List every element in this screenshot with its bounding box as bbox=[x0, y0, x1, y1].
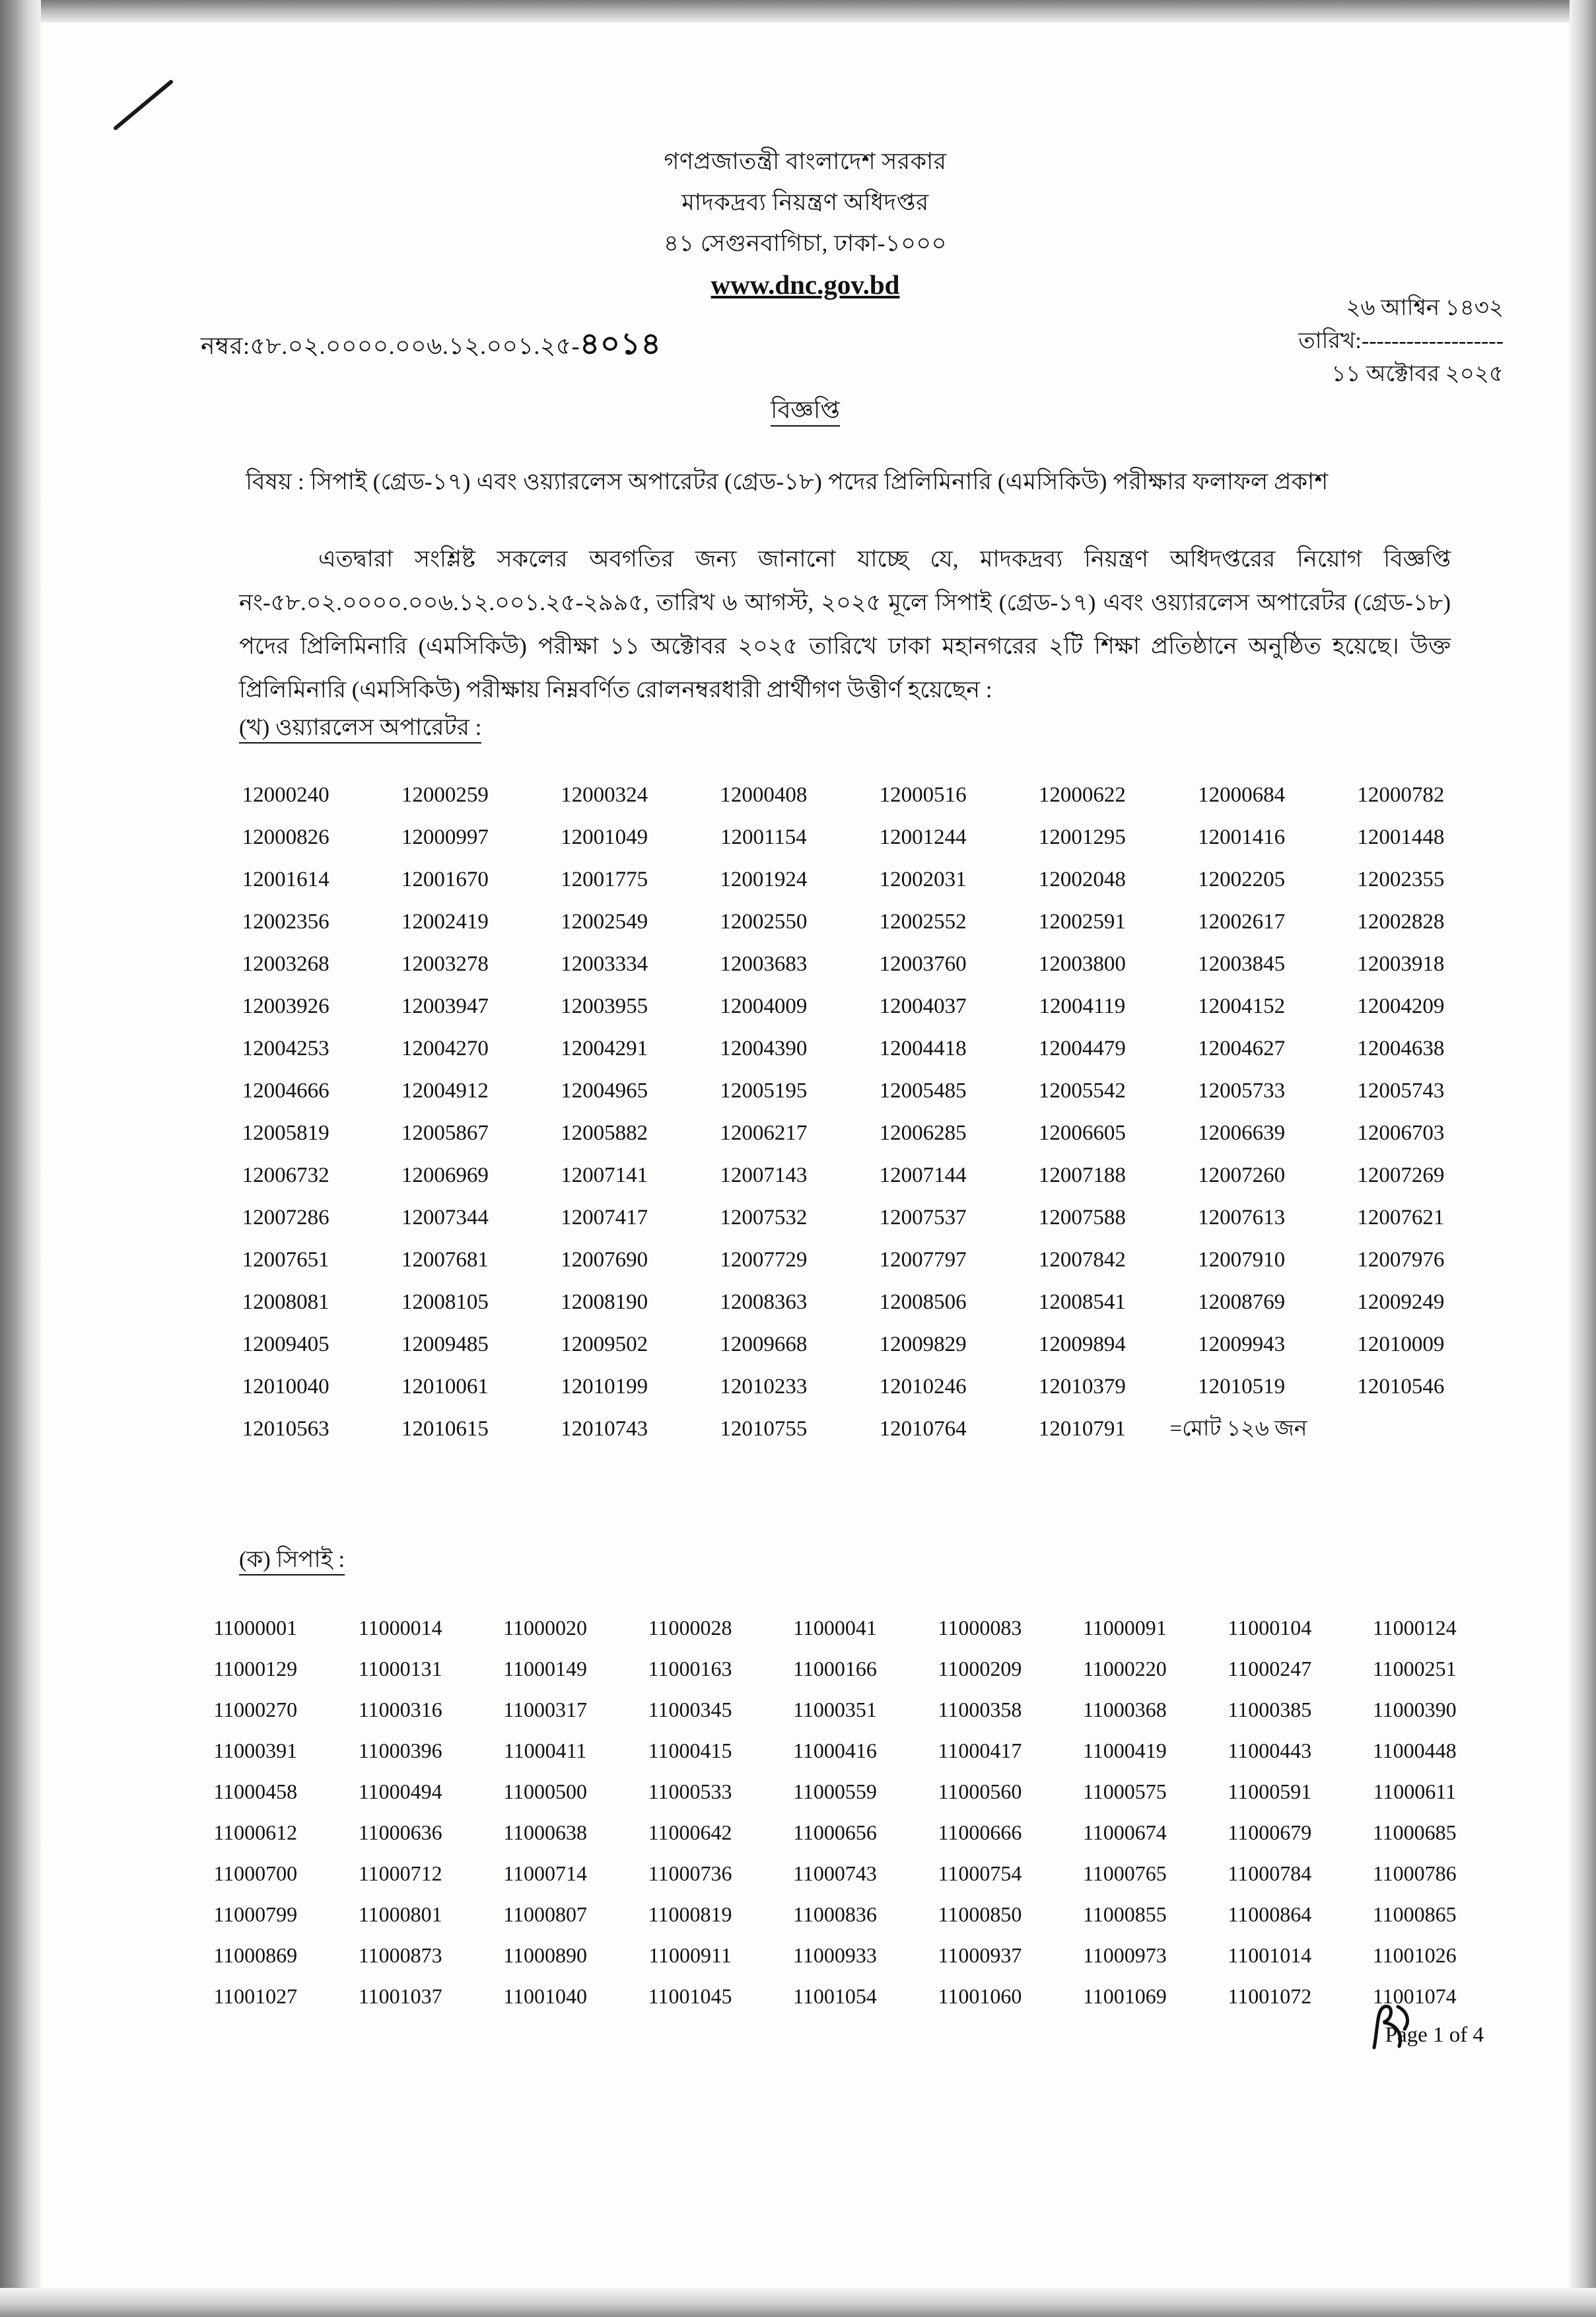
roll-number: 11000124 bbox=[1372, 1616, 1457, 1640]
roll-number: 12003947 bbox=[401, 994, 489, 1018]
roll-number: 11000533 bbox=[648, 1780, 732, 1803]
memo-number bbox=[201, 321, 662, 371]
roll-number: 11000819 bbox=[648, 1902, 732, 1926]
roll-number: 12007651 bbox=[242, 1248, 330, 1272]
date-block bbox=[1298, 292, 1504, 391]
roll-number: 12006703 bbox=[1357, 1121, 1445, 1145]
roll-number: 12002550 bbox=[720, 910, 808, 934]
sepoy-roll-list bbox=[183, 1607, 1487, 2017]
roll-number: 12000240 bbox=[242, 783, 330, 807]
roll-number: 11000865 bbox=[1372, 1902, 1457, 1926]
roll-number: 12001614 bbox=[242, 868, 330, 891]
roll-number: 11000636 bbox=[358, 1820, 442, 1844]
roll-number: 12009502 bbox=[561, 1332, 648, 1356]
roll-number: 11000345 bbox=[648, 1698, 732, 1721]
wireless-roll-list bbox=[206, 774, 1480, 1450]
roll-number: 12004912 bbox=[401, 1079, 489, 1103]
roll-number: 12006732 bbox=[242, 1163, 330, 1187]
roll-number: 12010791 bbox=[1038, 1417, 1126, 1441]
roll-number: 12004965 bbox=[561, 1079, 648, 1103]
roll-number: 11000911 bbox=[648, 1943, 732, 1967]
roll-number: 11000209 bbox=[938, 1657, 1022, 1680]
roll-number: 12008363 bbox=[720, 1290, 808, 1314]
roll-number: 12009405 bbox=[242, 1332, 330, 1356]
roll-number: 12005485 bbox=[879, 1079, 967, 1103]
roll-number: 12007690 bbox=[561, 1248, 648, 1272]
roll-number: 12003918 bbox=[1357, 952, 1445, 976]
roll-number: 12008506 bbox=[879, 1290, 967, 1314]
roll-number: 12001924 bbox=[720, 868, 808, 891]
roll-number: 11000316 bbox=[358, 1698, 442, 1721]
roll-number: 11001026 bbox=[1372, 1943, 1457, 1967]
roll-number: 12003926 bbox=[242, 994, 330, 1018]
roll-number: 11000247 bbox=[1228, 1657, 1312, 1680]
roll-number: 11001074 bbox=[1372, 1984, 1457, 2008]
roll-number: 12002205 bbox=[1198, 868, 1286, 891]
roll-number: 12000782 bbox=[1357, 783, 1445, 807]
roll-number: 12001154 bbox=[720, 825, 807, 849]
govt-name: গণপ্রজাতন্ত্রী বাংলাদেশ সরকার bbox=[664, 149, 947, 174]
date-label: তারিখ:------------------- bbox=[1298, 329, 1504, 353]
roll-number: 12007417 bbox=[561, 1206, 648, 1229]
roll-number: 12000826 bbox=[242, 825, 330, 849]
memo-label: নম্বর: bbox=[201, 333, 250, 359]
roll-number: 12007143 bbox=[720, 1163, 808, 1187]
total-count-label: =মোট ১২৬ জন bbox=[1169, 1417, 1307, 1441]
roll-number: 11000149 bbox=[503, 1657, 587, 1680]
roll-number: 11000736 bbox=[648, 1861, 732, 1885]
roll-number: 12003268 bbox=[242, 952, 330, 976]
roll-number: 12009668 bbox=[720, 1332, 808, 1356]
roll-number: 11000131 bbox=[358, 1657, 442, 1680]
roll-number: 12005195 bbox=[720, 1079, 808, 1103]
scan-edge-bottom bbox=[0, 2288, 1596, 2317]
roll-number: 12003334 bbox=[561, 952, 648, 976]
roll-number: 12010233 bbox=[720, 1375, 808, 1399]
roll-number: 12007842 bbox=[1038, 1248, 1126, 1272]
roll-number: 11000754 bbox=[938, 1861, 1022, 1885]
roll-number: 12002552 bbox=[879, 910, 967, 934]
section-heading-sepoy-text: (ক) সিপাই : bbox=[239, 1546, 345, 1575]
notice-title bbox=[41, 392, 1570, 432]
section-heading-sepoy bbox=[239, 1541, 345, 1580]
scan-edge-left bbox=[0, 0, 41, 2317]
notice-title-text: বিজ্ঞপ্তি bbox=[771, 397, 840, 427]
roll-number: 12007141 bbox=[561, 1163, 648, 1187]
roll-number: 12009485 bbox=[401, 1332, 489, 1356]
roll-number: 11000700 bbox=[213, 1861, 298, 1885]
roll-number: 11000500 bbox=[503, 1780, 587, 1803]
roll-number: 12008081 bbox=[242, 1290, 330, 1314]
roll-number: 12000684 bbox=[1198, 783, 1286, 807]
roll-number: 12002356 bbox=[242, 910, 330, 934]
roll-number: 12004638 bbox=[1357, 1037, 1445, 1060]
roll-number: 11000443 bbox=[1228, 1739, 1312, 1762]
roll-number: 12004253 bbox=[242, 1037, 330, 1060]
roll-number: 12004270 bbox=[401, 1037, 489, 1060]
roll-number: 11000458 bbox=[213, 1780, 298, 1803]
roll-number: 11000836 bbox=[793, 1902, 877, 1926]
roll-number: 11000448 bbox=[1372, 1739, 1457, 1762]
roll-number: 11000765 bbox=[1082, 1861, 1167, 1885]
roll-number: 11000220 bbox=[1082, 1657, 1167, 1680]
roll-number: 11001027 bbox=[213, 1984, 298, 2008]
roll-number: 11000104 bbox=[1228, 1616, 1312, 1640]
roll-number: 12004009 bbox=[720, 994, 808, 1018]
body-paragraph: এতদ্বারা সংশ্লিষ্ট সকলের অবগতির জন্য জানানো যাচ্ছে যে, মাদকদ্রব্য নিয়ন্ত্রণ অধিদপ্তরের নিয়োগ বিজ্ঞপ্তি নং-৫৮.০২.০০০০.০০৬.১২.০০১.২৫-২৯৯৫, তারিখ ৬ আগস্ট, ২০২৫ মূলে সিপাই (গ্রেড-১৭) এবং ওয়্যারলেস অপারেটর (গ্রেড-১৮) পদের প্রিলিমিনারি (এমসিকিউ) পরীক্ষা ১১ অক্টোবর ২০২৫ তারিখে ঢাকা মহানগরের ২টি শিক্ষা প্রতিষ্ঠানে অনুষ্ঠিত হয়েছে। উক্ত প্রিলিমিনারি (এমসিকিউ) পরীক্ষায় নিম্নবর্ণিত রোলনম্বরধারী প্রার্থীগণ উত্তীর্ণ হয়েছেন : bbox=[239, 546, 1451, 703]
roll-number: 12007976 bbox=[1357, 1248, 1445, 1272]
roll-number: 12001448 bbox=[1357, 825, 1445, 849]
roll-number: 12010061 bbox=[401, 1375, 489, 1399]
roll-number: 11000679 bbox=[1228, 1820, 1312, 1844]
department-name: মাদকদ্রব্য নিয়ন্ত্রণ অধিদপ্তর bbox=[681, 190, 929, 215]
roll-number: 11000014 bbox=[358, 1616, 442, 1640]
roll-number: 12007681 bbox=[401, 1248, 489, 1272]
roll-number: 11000270 bbox=[213, 1698, 298, 1721]
roll-number: 12009943 bbox=[1198, 1332, 1286, 1356]
roll-number: 11001060 bbox=[938, 1984, 1022, 2008]
roll-number: 12001049 bbox=[561, 825, 648, 849]
roll-number: 11000166 bbox=[793, 1657, 877, 1680]
roll-number: 11000807 bbox=[503, 1902, 587, 1926]
roll-number: 12007588 bbox=[1038, 1206, 1126, 1229]
roll-number: 12005819 bbox=[242, 1121, 330, 1145]
roll-number: 12007344 bbox=[401, 1206, 489, 1229]
roll-number: 12003683 bbox=[720, 952, 808, 976]
roll-number: 12002617 bbox=[1198, 910, 1286, 934]
roll-number: 12002048 bbox=[1038, 868, 1126, 891]
roll-number: 12003845 bbox=[1198, 952, 1286, 976]
roll-number: 12010009 bbox=[1357, 1332, 1445, 1356]
roll-number: 11000612 bbox=[213, 1820, 298, 1844]
roll-number: 11000001 bbox=[213, 1616, 298, 1640]
roll-number: 11000317 bbox=[503, 1698, 587, 1721]
scan-edge-right bbox=[1570, 0, 1596, 2317]
roll-number: 12004390 bbox=[720, 1037, 808, 1060]
roll-number: 11000385 bbox=[1228, 1698, 1312, 1721]
roll-number: 11000656 bbox=[793, 1820, 877, 1844]
roll-number: 11000642 bbox=[648, 1820, 732, 1844]
section-heading-wireless bbox=[239, 709, 481, 748]
roll-number: 11000163 bbox=[648, 1657, 732, 1680]
roll-number: 12007286 bbox=[242, 1206, 330, 1229]
roll-number: 12010246 bbox=[879, 1375, 967, 1399]
roll-number: 12007188 bbox=[1038, 1163, 1126, 1187]
roll-number: 12000622 bbox=[1038, 783, 1126, 807]
roll-number: 12008769 bbox=[1198, 1290, 1286, 1314]
roll-number: 12003278 bbox=[401, 952, 489, 976]
roll-number: 12007910 bbox=[1198, 1248, 1286, 1272]
roll-number: 12000516 bbox=[879, 783, 967, 807]
roll-number: 11000712 bbox=[358, 1861, 442, 1885]
roll-number: 11000801 bbox=[358, 1902, 442, 1926]
roll-number: 11000560 bbox=[938, 1780, 1022, 1803]
department-address: ৪১ সেগুনবাগিচা, ঢাকা-১০০০ bbox=[664, 230, 947, 256]
roll-number: 11000559 bbox=[793, 1780, 877, 1803]
section-heading-wireless-text: (খ) ওয়্যারলেস অপারেটর : bbox=[239, 714, 481, 744]
roll-number: 12007797 bbox=[879, 1248, 967, 1272]
roll-number: 12002828 bbox=[1357, 910, 1445, 934]
roll-number: 12010519 bbox=[1198, 1375, 1286, 1399]
roll-number: 11000416 bbox=[793, 1739, 877, 1762]
roll-number: 12010199 bbox=[561, 1375, 648, 1399]
roll-number: 11000714 bbox=[503, 1861, 587, 1885]
roll-number: 12000259 bbox=[401, 783, 489, 807]
roll-number: 12004209 bbox=[1357, 994, 1445, 1018]
roll-number: 12004119 bbox=[1039, 994, 1126, 1018]
roll-number: 12007144 bbox=[879, 1163, 967, 1187]
roll-number: 11000685 bbox=[1372, 1820, 1457, 1844]
roll-number: 12002031 bbox=[879, 868, 967, 891]
roll-number: 12001775 bbox=[561, 868, 648, 891]
roll-number: 11000933 bbox=[793, 1943, 877, 1967]
roll-number: 11000611 bbox=[1373, 1780, 1457, 1803]
roll-number: 12009894 bbox=[1038, 1332, 1126, 1356]
roll-number: 12000997 bbox=[401, 825, 489, 849]
roll-number: 12006969 bbox=[401, 1163, 489, 1187]
roll-number: 12008541 bbox=[1038, 1290, 1126, 1314]
roll-number: 11000083 bbox=[938, 1616, 1022, 1640]
roll-number: 12009249 bbox=[1357, 1290, 1445, 1314]
roll-number: 11000351 bbox=[793, 1698, 877, 1721]
page-number: Page 1 of 4 bbox=[1385, 2023, 1484, 2047]
roll-number: 11000799 bbox=[213, 1902, 298, 1926]
roll-number: 12001670 bbox=[401, 868, 489, 891]
roll-number: 11000890 bbox=[503, 1943, 587, 1967]
roll-number: 11000855 bbox=[1082, 1902, 1167, 1926]
roll-number: 12005867 bbox=[401, 1121, 489, 1145]
roll-number: 12004627 bbox=[1198, 1037, 1286, 1060]
roll-number: 12010615 bbox=[401, 1417, 489, 1441]
date-english: ১১ অক্টোবর ২০২৫ bbox=[1331, 362, 1504, 386]
roll-number: 12004152 bbox=[1198, 994, 1286, 1018]
roll-number: 11001040 bbox=[503, 1984, 587, 2008]
roll-number: 11000850 bbox=[938, 1902, 1022, 1926]
date-bangla: ২৬ আশ্বিন ১৪৩২ bbox=[1346, 296, 1504, 320]
roll-number: 12005743 bbox=[1357, 1079, 1445, 1103]
roll-number: 11001069 bbox=[1082, 1984, 1167, 2008]
roll-number: 12001295 bbox=[1038, 825, 1126, 849]
roll-number: 12007269 bbox=[1357, 1163, 1445, 1187]
roll-number: 11000091 bbox=[1082, 1616, 1167, 1640]
roll-number: 11001054 bbox=[793, 1984, 877, 2008]
roll-number: 12010379 bbox=[1038, 1375, 1126, 1399]
roll-number: 11000666 bbox=[938, 1820, 1022, 1844]
roll-number: 12002591 bbox=[1038, 910, 1126, 934]
roll-number: 12004479 bbox=[1038, 1037, 1126, 1060]
roll-number: 11000358 bbox=[938, 1698, 1022, 1721]
roll-number: 12010755 bbox=[720, 1417, 808, 1441]
roll-number: 11000129 bbox=[213, 1657, 298, 1680]
roll-number: 12008190 bbox=[561, 1290, 648, 1314]
roll-number: 12005542 bbox=[1038, 1079, 1126, 1103]
roll-number: 12007537 bbox=[879, 1206, 967, 1229]
roll-number: 11000419 bbox=[1082, 1739, 1167, 1762]
roll-number: 11000028 bbox=[648, 1616, 732, 1640]
roll-number: 12000408 bbox=[720, 783, 808, 807]
roll-number: 12007260 bbox=[1198, 1163, 1286, 1187]
roll-number: 11000937 bbox=[938, 1943, 1022, 1967]
roll-number: 11000973 bbox=[1082, 1943, 1167, 1967]
roll-number: 12006217 bbox=[720, 1121, 808, 1145]
roll-number: 12007613 bbox=[1198, 1206, 1286, 1229]
roll-number: 11000391 bbox=[213, 1739, 298, 1762]
roll-number: 12002419 bbox=[401, 910, 489, 934]
roll-number: 12001244 bbox=[879, 825, 967, 849]
roll-number: 11000869 bbox=[213, 1943, 298, 1967]
roll-number: 11000873 bbox=[358, 1943, 442, 1967]
roll-number: 12005882 bbox=[561, 1121, 648, 1145]
roll-number: 12007729 bbox=[720, 1248, 808, 1272]
roll-number: 11001045 bbox=[648, 1984, 732, 2008]
roll-number: 12009829 bbox=[879, 1332, 967, 1356]
roll-number: 11000575 bbox=[1082, 1780, 1167, 1803]
subject-line: বিষয় : সিপাই (গ্রেড-১৭) এবং ওয়্যারলেস অপারেটর (গ্রেড-১৮) পদের প্রিলিমিনারি (এমসিকিউ) পরীক্ষার ফলাফল প্রকাশ bbox=[246, 469, 1329, 495]
roll-number: 11000417 bbox=[938, 1739, 1022, 1762]
roll-number: 11000041 bbox=[793, 1616, 877, 1640]
roll-number: 12001416 bbox=[1198, 825, 1286, 849]
roll-number: 12002355 bbox=[1357, 868, 1445, 891]
roll-number: 11000368 bbox=[1082, 1698, 1167, 1721]
roll-number: 11000020 bbox=[503, 1616, 587, 1640]
roll-number: 11000390 bbox=[1372, 1698, 1457, 1721]
roll-number: 12004666 bbox=[242, 1079, 330, 1103]
roll-number: 12010743 bbox=[561, 1417, 648, 1441]
document-sheet bbox=[41, 22, 1570, 2288]
roll-number: 11000251 bbox=[1372, 1657, 1457, 1680]
roll-number: 11000396 bbox=[358, 1739, 442, 1762]
roll-number: 12008105 bbox=[401, 1290, 489, 1314]
roll-number: 12004291 bbox=[561, 1037, 648, 1060]
scan-edge-top bbox=[0, 0, 1596, 22]
roll-number: 12000324 bbox=[561, 783, 648, 807]
roll-number: 12003760 bbox=[879, 952, 967, 976]
department-website[interactable]: www.dnc.gov.bd bbox=[711, 269, 900, 300]
letterhead bbox=[41, 141, 1570, 305]
memo-number-printed: ৫৮.০২.০০০০.০০৬.১২.০০১.২৫- bbox=[250, 333, 580, 359]
roll-number: 12007621 bbox=[1357, 1206, 1445, 1229]
pen-stroke-mark bbox=[110, 75, 183, 135]
roll-number: 12004418 bbox=[879, 1037, 967, 1060]
roll-number: 11000743 bbox=[793, 1861, 877, 1885]
roll-number: 11000674 bbox=[1082, 1820, 1167, 1844]
roll-number: 12003800 bbox=[1038, 952, 1126, 976]
roll-number: 11000411 bbox=[503, 1739, 587, 1762]
roll-number: 12002549 bbox=[561, 910, 648, 934]
roll-number: 12006605 bbox=[1038, 1121, 1126, 1145]
roll-number: 12006639 bbox=[1198, 1121, 1286, 1145]
roll-number: 12005733 bbox=[1198, 1079, 1286, 1103]
roll-number: 11000415 bbox=[648, 1739, 732, 1762]
roll-number: 11000786 bbox=[1372, 1861, 1457, 1885]
roll-number: 11001037 bbox=[358, 1984, 442, 2008]
roll-number: 12010563 bbox=[242, 1417, 330, 1441]
roll-number: 11000784 bbox=[1228, 1861, 1312, 1885]
roll-number: 11000638 bbox=[503, 1820, 587, 1844]
roll-number: 12003955 bbox=[561, 994, 648, 1018]
roll-number: 12004037 bbox=[879, 994, 967, 1018]
roll-number: 12007532 bbox=[720, 1206, 808, 1229]
roll-number: 12010040 bbox=[242, 1375, 330, 1399]
roll-number: 12010764 bbox=[879, 1417, 967, 1441]
roll-number: 11000864 bbox=[1228, 1902, 1312, 1926]
roll-number: 11000494 bbox=[358, 1780, 442, 1803]
roll-number: 12006285 bbox=[879, 1121, 967, 1145]
memo-number-handwritten: ৪০১৪ bbox=[580, 327, 662, 361]
roll-number: 11000591 bbox=[1228, 1780, 1312, 1803]
roll-number: 11001072 bbox=[1228, 1984, 1312, 2008]
roll-number: 11001014 bbox=[1228, 1943, 1312, 1967]
roll-number: 12010546 bbox=[1357, 1375, 1445, 1399]
